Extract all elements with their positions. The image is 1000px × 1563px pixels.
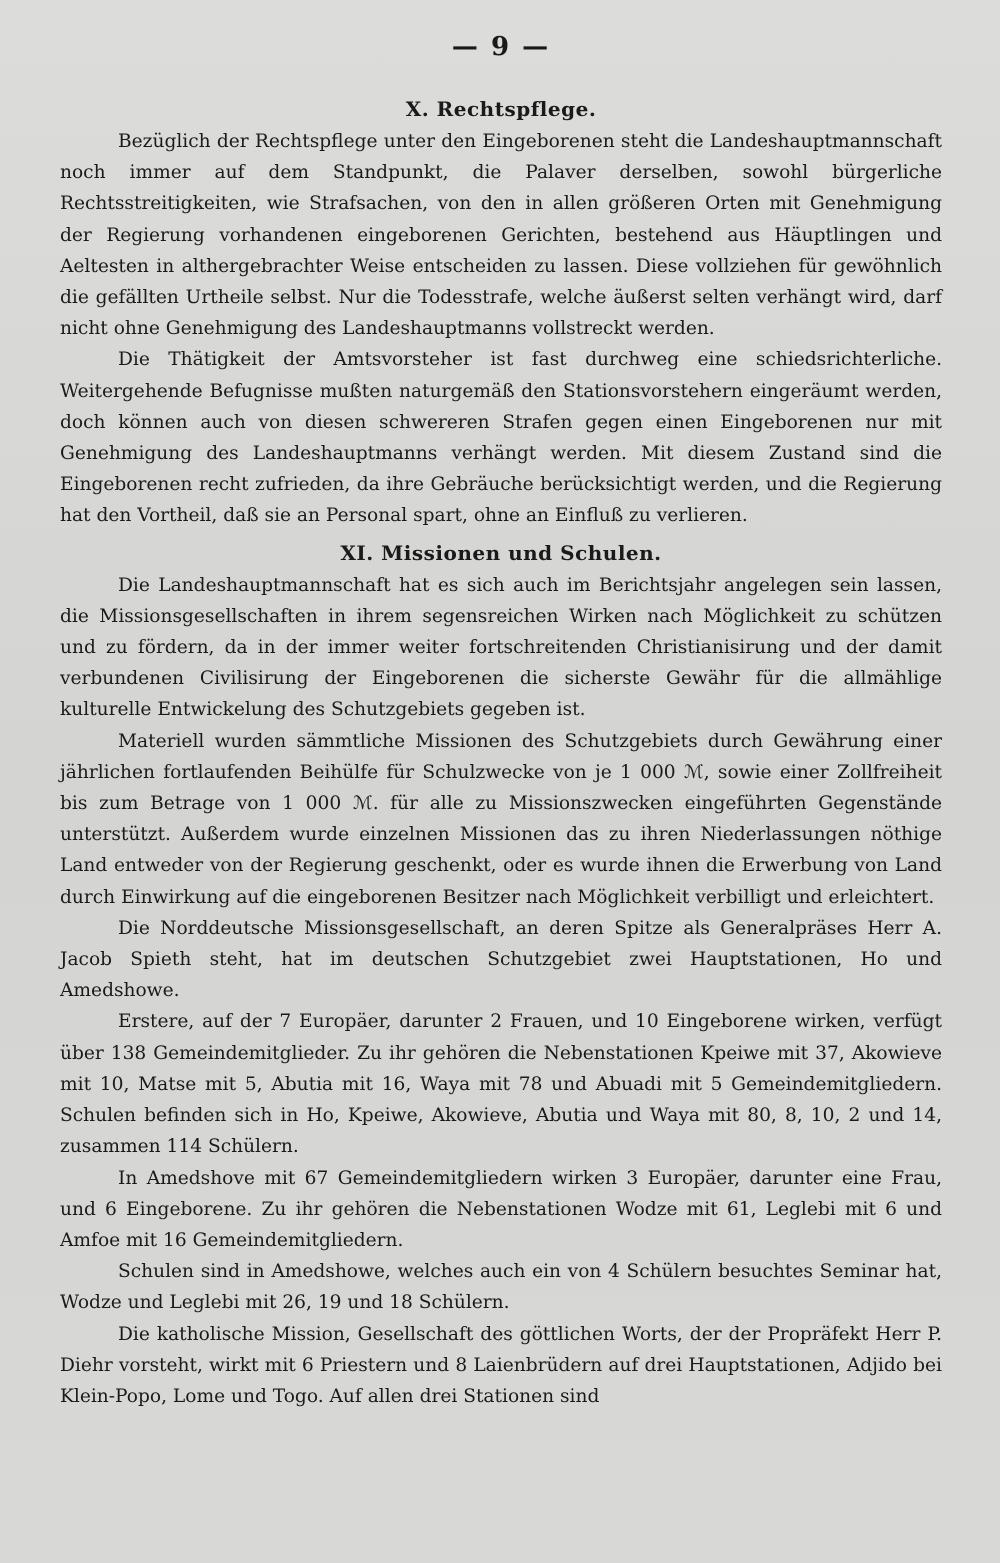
- page-number: — 9 —: [451, 32, 551, 62]
- section-heading: XI. Missionen und Schulen.: [340, 540, 662, 565]
- section-rechtspflege: [60, 94, 942, 532]
- paragraph: In Amedshove mit 67 Gemeindemitgliedern wirken 3 Europäer, darunter eine Frau, und 6 Eingeborene. Zu ihr gehören die Nebenstationen Wodze mit 61, Leglebi mit 6 und Amfoe mit 16 Gemeindemitgliedern.: [60, 1167, 942, 1251]
- paragraph: Erstere, auf der 7 Europäer, darunter 2 Frauen, und 10 Eingeborene wirken, verfügt über 138 Gemeindemitglieder. Zu ihr gehören die Nebenstationen Kpeiwe mit 37, Akowieve mit 10, Matse mit 5, Abutia mit 16, Waya mit 78 und Abuadi mit 5 Gemeindemitgliedern. Schulen befinden sich in Ho, Kpeiwe, Akowieve, Abutia und Waya mit 80, 8, 10, 2 und 14, zusammen 114 Schülern.: [60, 1011, 942, 1158]
- paragraph: Bezüglich der Rechtspflege unter den Eingeborenen steht die Landeshauptmannschaft noch immer auf dem Standpunkt, die Palaver derselben, sowohl bürgerliche Rechtsstreitigkeiten, wie Strafsachen, von den in allen größeren Orten mit Genehmigung der Regierung vorhandenen eingeborenen Gerichten, bestehend aus Häuptlingen und Aeltesten in althergebrachter Weise entscheiden zu lassen. Diese vollziehen für gewöhnlich die gefällten Urtheile selbst. Nur die Todesstrafe, welche äußerst selten verhängt wird, darf nicht ohne Genehmigung des Landeshauptmanns vollstreckt werden.: [60, 131, 942, 340]
- paragraph: Materiell wurden sämmtliche Missionen des Schutzgebiets durch Gewährung einer jährlichen fortlaufenden Beihülfe für Schulzwecke von je 1 000 ℳ, sowie einer Zollfreiheit bis zum Betrage von 1 000 ℳ. für alle zu Missionszwecken eingeführten Gegenstände unterstützt. Außerdem wurde einzelnen Missionen das zu ihren Niederlassungen nöthige Land entweder von der Regierung geschenkt, oder es wurde ihnen die Erwerbung von Land durch Einwirkung auf die eingeborenen Besitzer nach Möglichkeit verbilligt und erleichtert.: [60, 730, 942, 908]
- section-missionen-und-schulen: [60, 538, 942, 1412]
- paragraph: Schulen sind in Amedshowe, welches auch ein von 4 Schülern besuchtes Seminar hat, Wodze und Leglebi mit 26, 19 und 18 Schülern.: [60, 1261, 942, 1314]
- paragraph: Die Norddeutsche Missionsgesellschaft, an deren Spitze als Generalpräses Herr A. Jacob Spieth steht, hat im deutschen Schutzgebiet zwei Hauptstationen, Ho und Amedshowe.: [60, 917, 942, 1002]
- paragraph: Die Thätigkeit der Amtsvorsteher ist fast durchweg eine schiedsrichterliche. Weitergehende Befugnisse mußten naturgemäß den Stationsvorstehern eingeräumt werden, doch können auch von diesen schwereren Strafen gegen einen Eingeborenen nur mit Genehmigung des Landeshauptmanns verhängt werden. Mit diesem Zustand sind die Eingeborenen recht zufrieden, da ihre Gebräuche berücksichtigt werden, und die Regierung hat den Vortheil, daß sie an Personal spart, ohne an Einfluß zu verlieren.: [60, 349, 942, 527]
- section-heading: X. Rechtspflege.: [405, 97, 597, 121]
- paragraph: Die Landeshauptmannschaft hat es sich auch im Berichtsjahr angelegen sein lassen, die Missionsgesellschaften in ihrem segensreichen Wirken nach Möglichkeit zu schützen und zu fördern, da in der immer weiter fortschreitenden Christianisirung und der damit verbundenen Civilisirung der Eingeborenen die sicherste Gewähr für die allmählige kulturelle Entwickelung des Schutzgebiets gegeben ist.: [60, 574, 942, 721]
- paragraph: Die katholische Mission, Gesellschaft des göttlichen Worts, der der Propräfekt Herr P. Diehr vorsteht, wirkt mit 6 Priestern und 8 Laienbrüdern auf drei Hauptstationen, Adjido bei Klein-Popo, Lome und Togo. Auf allen drei Stationen sind: [60, 1323, 942, 1407]
